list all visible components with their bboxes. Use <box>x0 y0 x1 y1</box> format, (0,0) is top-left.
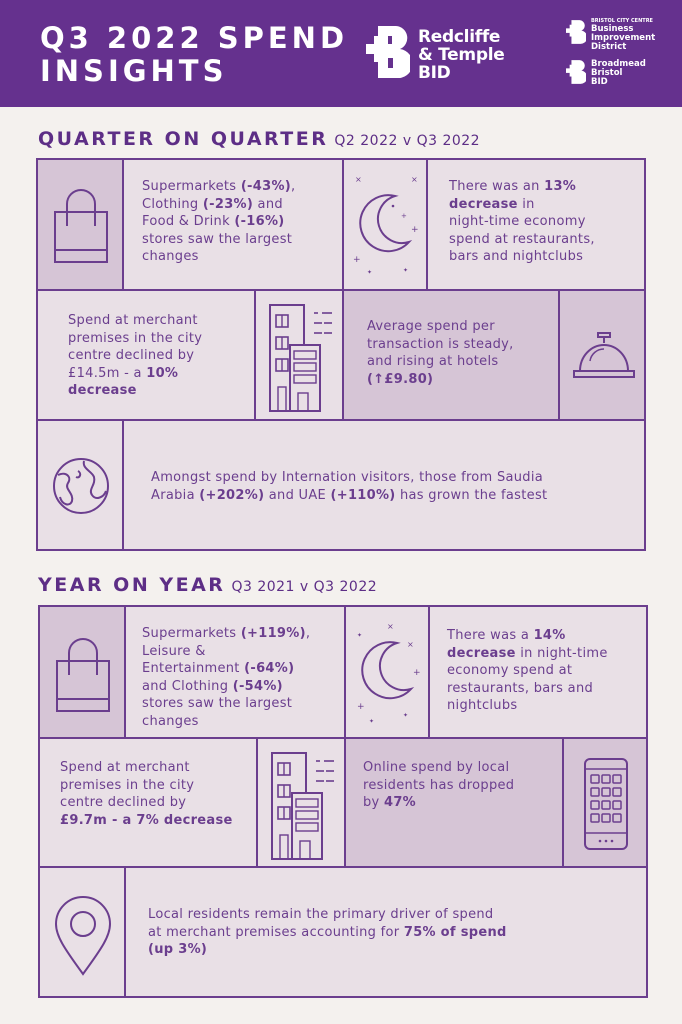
svg-text:+: + <box>413 668 421 678</box>
smartphone-icon <box>583 757 629 851</box>
map-pin-icon <box>54 896 112 976</box>
yoy-local-residents-cell: Local residents remain the primary driver of spend at merchant premises accounting for 75% of spend (up 3%) <box>124 866 648 998</box>
bristol-city-centre-bid-logo[interactable]: BRISTOL CITY CENTRE Business Improvement District <box>566 20 676 50</box>
svg-text:✦: ✦ <box>367 269 373 276</box>
svg-text:✦: ✦ <box>369 718 375 725</box>
qoq-bag-cell <box>36 158 124 291</box>
svg-text:✦: ✦ <box>357 632 363 639</box>
yoy-category-change-cell: Supermarkets (+119%), Leisure & Entertainment (-64%) and Clothing (-54%) stores saw the largest changes <box>124 605 346 739</box>
yoy-map-pin-cell <box>38 866 126 998</box>
yoy-moon-cell <box>344 605 430 739</box>
yoy-merchant-spend-cell: Spend at merchant premises in the city centre declined by £9.7m - a 7% decrease <box>38 737 258 868</box>
qoq-globe-cell <box>36 419 124 551</box>
moon-stars-icon <box>351 617 427 729</box>
building-icon <box>266 301 338 413</box>
yoy-night-time-cell: There was a 14% decrease in night-time economy spend at restaurants, bars and nightclubs <box>428 605 648 739</box>
qoq-moon-cell <box>342 158 428 291</box>
qoq-avg-spend-cell: Average spend per transaction is steady, and rising at hotels (↑£9.80) <box>342 289 560 421</box>
building-icon <box>268 749 340 861</box>
qoq-bell-cell <box>558 289 646 421</box>
yoy-bag-cell <box>38 605 126 739</box>
svg-text:✦: ✦ <box>403 712 409 719</box>
yoy-section-title: YEAR ON YEAR Q3 2021 v Q3 2022 <box>38 574 378 596</box>
yoy-building-cell <box>256 737 346 868</box>
moon-stars-icon <box>349 170 425 282</box>
qoq-international-cell: Amongst spend by Internation visitors, those from Saudia Arabia (+202%) and UAE (+110%) has grown the fastest <box>122 419 646 551</box>
bid-logo-mark-icon <box>566 20 586 44</box>
svg-text:×: × <box>355 175 362 184</box>
svg-text:×: × <box>411 175 418 184</box>
svg-text:+: + <box>411 225 419 235</box>
qoq-merchant-spend-cell: Spend at merchant premises in the city centre declined by £14.5m - a 10% decrease <box>36 289 256 421</box>
page-title: Q3 2022 SPEND INSIGHTS <box>40 21 349 88</box>
yoy-phone-cell <box>562 737 648 868</box>
qoq-night-time-cell: There was an 13% decrease in night-time economy spend at restaurants, bars and nightclubs <box>426 158 646 291</box>
redcliffe-temple-logo[interactable]: Redcliffe & Temple BID <box>366 26 526 82</box>
svg-text:+: + <box>357 702 365 712</box>
bid-logo-mark-icon <box>366 26 410 78</box>
yoy-online-spend-cell: Online spend by local residents has dropped by 47% <box>344 737 564 868</box>
bid-logo-mark-icon <box>566 60 586 84</box>
shopping-bag-icon <box>53 627 113 715</box>
qoq-category-change-cell: Supermarkets (-43%), Clothing (-23%) and Food & Drink (-16%) stores saw the largest changes <box>122 158 344 291</box>
qoq-section-title: QUARTER ON QUARTER Q2 2022 v Q3 2022 <box>38 128 481 150</box>
globe-icon <box>52 457 110 515</box>
header-banner <box>0 0 682 107</box>
shopping-bag-icon <box>51 178 111 266</box>
svg-text:+: + <box>353 255 361 265</box>
svg-text:×: × <box>387 622 394 631</box>
broadmead-bristol-bid-logo[interactable]: Broadmead Bristol BID <box>566 60 676 90</box>
svg-text:✦: ✦ <box>403 267 409 274</box>
svg-text:+: + <box>401 212 407 220</box>
service-bell-icon <box>572 331 636 381</box>
svg-text:×: × <box>407 640 414 649</box>
qoq-building-cell <box>254 289 344 421</box>
